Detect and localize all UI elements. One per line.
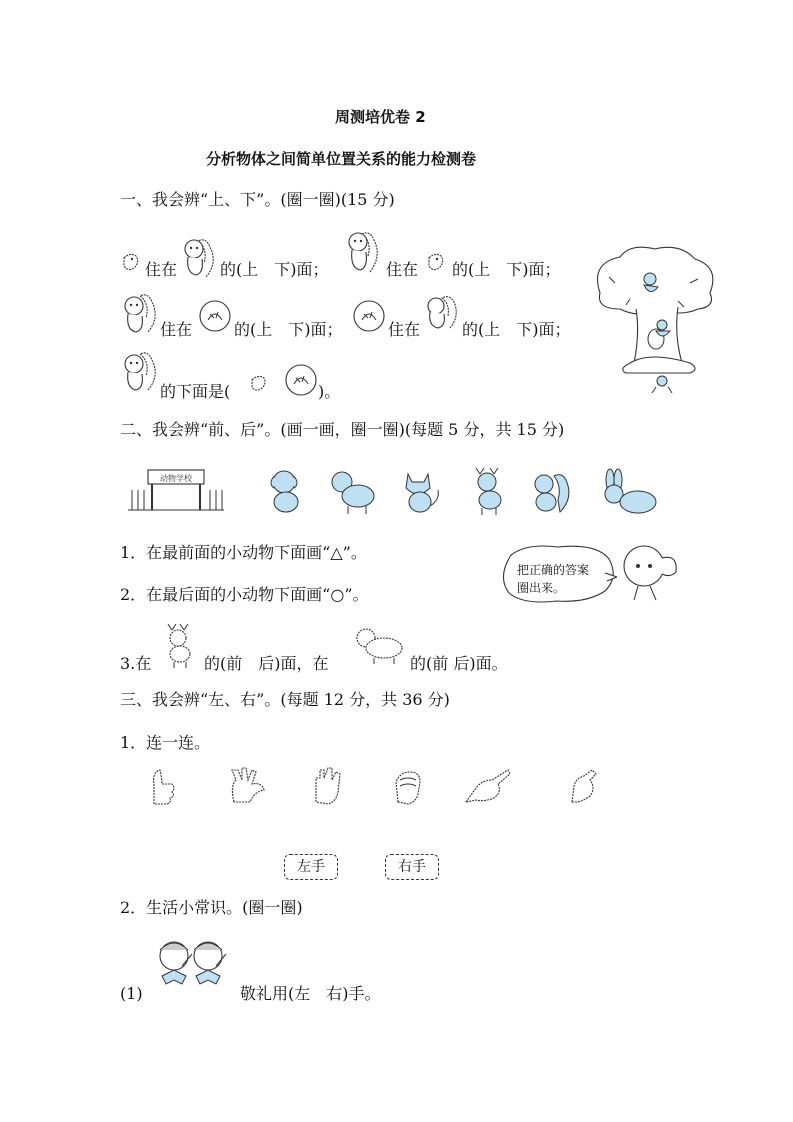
squirrel-icon	[120, 348, 160, 394]
left-hand-label: 左手	[284, 854, 338, 880]
children-saluting-illustration	[152, 936, 232, 1000]
section3-sub1-text: 敬礼用(左 右)手。	[240, 984, 381, 1003]
cat-icon	[400, 468, 444, 516]
squirrel-icon	[424, 292, 460, 332]
section3-item1: 1．连一连。	[120, 733, 211, 752]
bubble-line2: 圈出来。	[517, 581, 566, 595]
bird-icon	[425, 250, 447, 274]
hand-pointing-icon	[566, 766, 600, 806]
q1-text-a: 住在	[145, 260, 178, 279]
school-gate-illustration	[128, 460, 224, 516]
section2-item3-b: 的(前 后)面，在	[204, 654, 329, 673]
q5-text-b: )。	[318, 382, 341, 401]
q3-text-b: 的(上 下)面；	[234, 320, 343, 339]
q2-text-b: 的(上 下)面；	[452, 260, 561, 279]
q2-text-a: 住在	[386, 260, 419, 279]
dog-icon	[266, 468, 306, 516]
bubble-line1: 把正确的答案	[517, 563, 590, 577]
section2-item1: 1．在最前面的小动物下面画“△”。	[120, 543, 367, 562]
squirrel-icon	[120, 290, 160, 336]
section2-item3-c: 的(前 后)面。	[410, 654, 508, 673]
hand-fist-icon	[390, 766, 426, 806]
squirrel-icon	[180, 233, 218, 279]
sheep-icon	[328, 468, 378, 516]
bird-icon	[248, 372, 268, 394]
hand-thumb-icon	[144, 766, 178, 806]
sheep-icon	[354, 626, 406, 666]
tree-house-illustration	[590, 243, 720, 393]
right-hand-label: 右手	[385, 854, 439, 880]
deer-icon	[470, 468, 510, 516]
hand-open-icon	[226, 766, 268, 806]
page-subtitle: 分析物体之间简单位置关系的能力检测卷	[206, 150, 477, 168]
character-icon	[614, 538, 684, 604]
nest-icon	[352, 298, 386, 334]
section2-heading: 二、我会辨“前、后”。(画一画，圈一圈)(每题 5 分，共 15 分)	[120, 420, 565, 439]
section3-heading: 三、我会辨“左、右”。(每题 12 分，共 36 分)	[120, 690, 450, 709]
nest-icon	[198, 298, 232, 334]
gate-sign: 动物学校	[160, 474, 192, 483]
section3-item2: 2．生活小常识。(圈一圈)	[120, 898, 303, 917]
q5-text-a: 的下面是(	[160, 382, 231, 401]
section1-heading: 一、我会辨“上、下”。(圈一圈)(15 分)	[120, 190, 395, 209]
bird-icon	[120, 250, 142, 274]
section2-item2: 2．在最后面的小动物下面画“○”。	[120, 585, 369, 604]
squirrel-icon	[344, 226, 382, 276]
section2-item3-a: 3.在	[120, 654, 152, 673]
nest-icon	[284, 362, 318, 398]
q3-text-a: 住在	[160, 320, 193, 339]
deer-icon	[164, 624, 196, 668]
section3-sub1-label: (1)	[120, 984, 143, 1003]
hand-open-icon	[310, 766, 344, 806]
squirrel-icon	[530, 468, 574, 516]
rabbit-icon	[600, 468, 660, 516]
q4-text-a: 住在	[388, 320, 421, 339]
page-title: 周测培优卷 2	[335, 108, 426, 126]
q1-text-b: 的(上 下)面；	[220, 260, 329, 279]
hand-pointing-icon	[462, 766, 512, 806]
q4-text-b: 的(上 下)面；	[462, 320, 571, 339]
